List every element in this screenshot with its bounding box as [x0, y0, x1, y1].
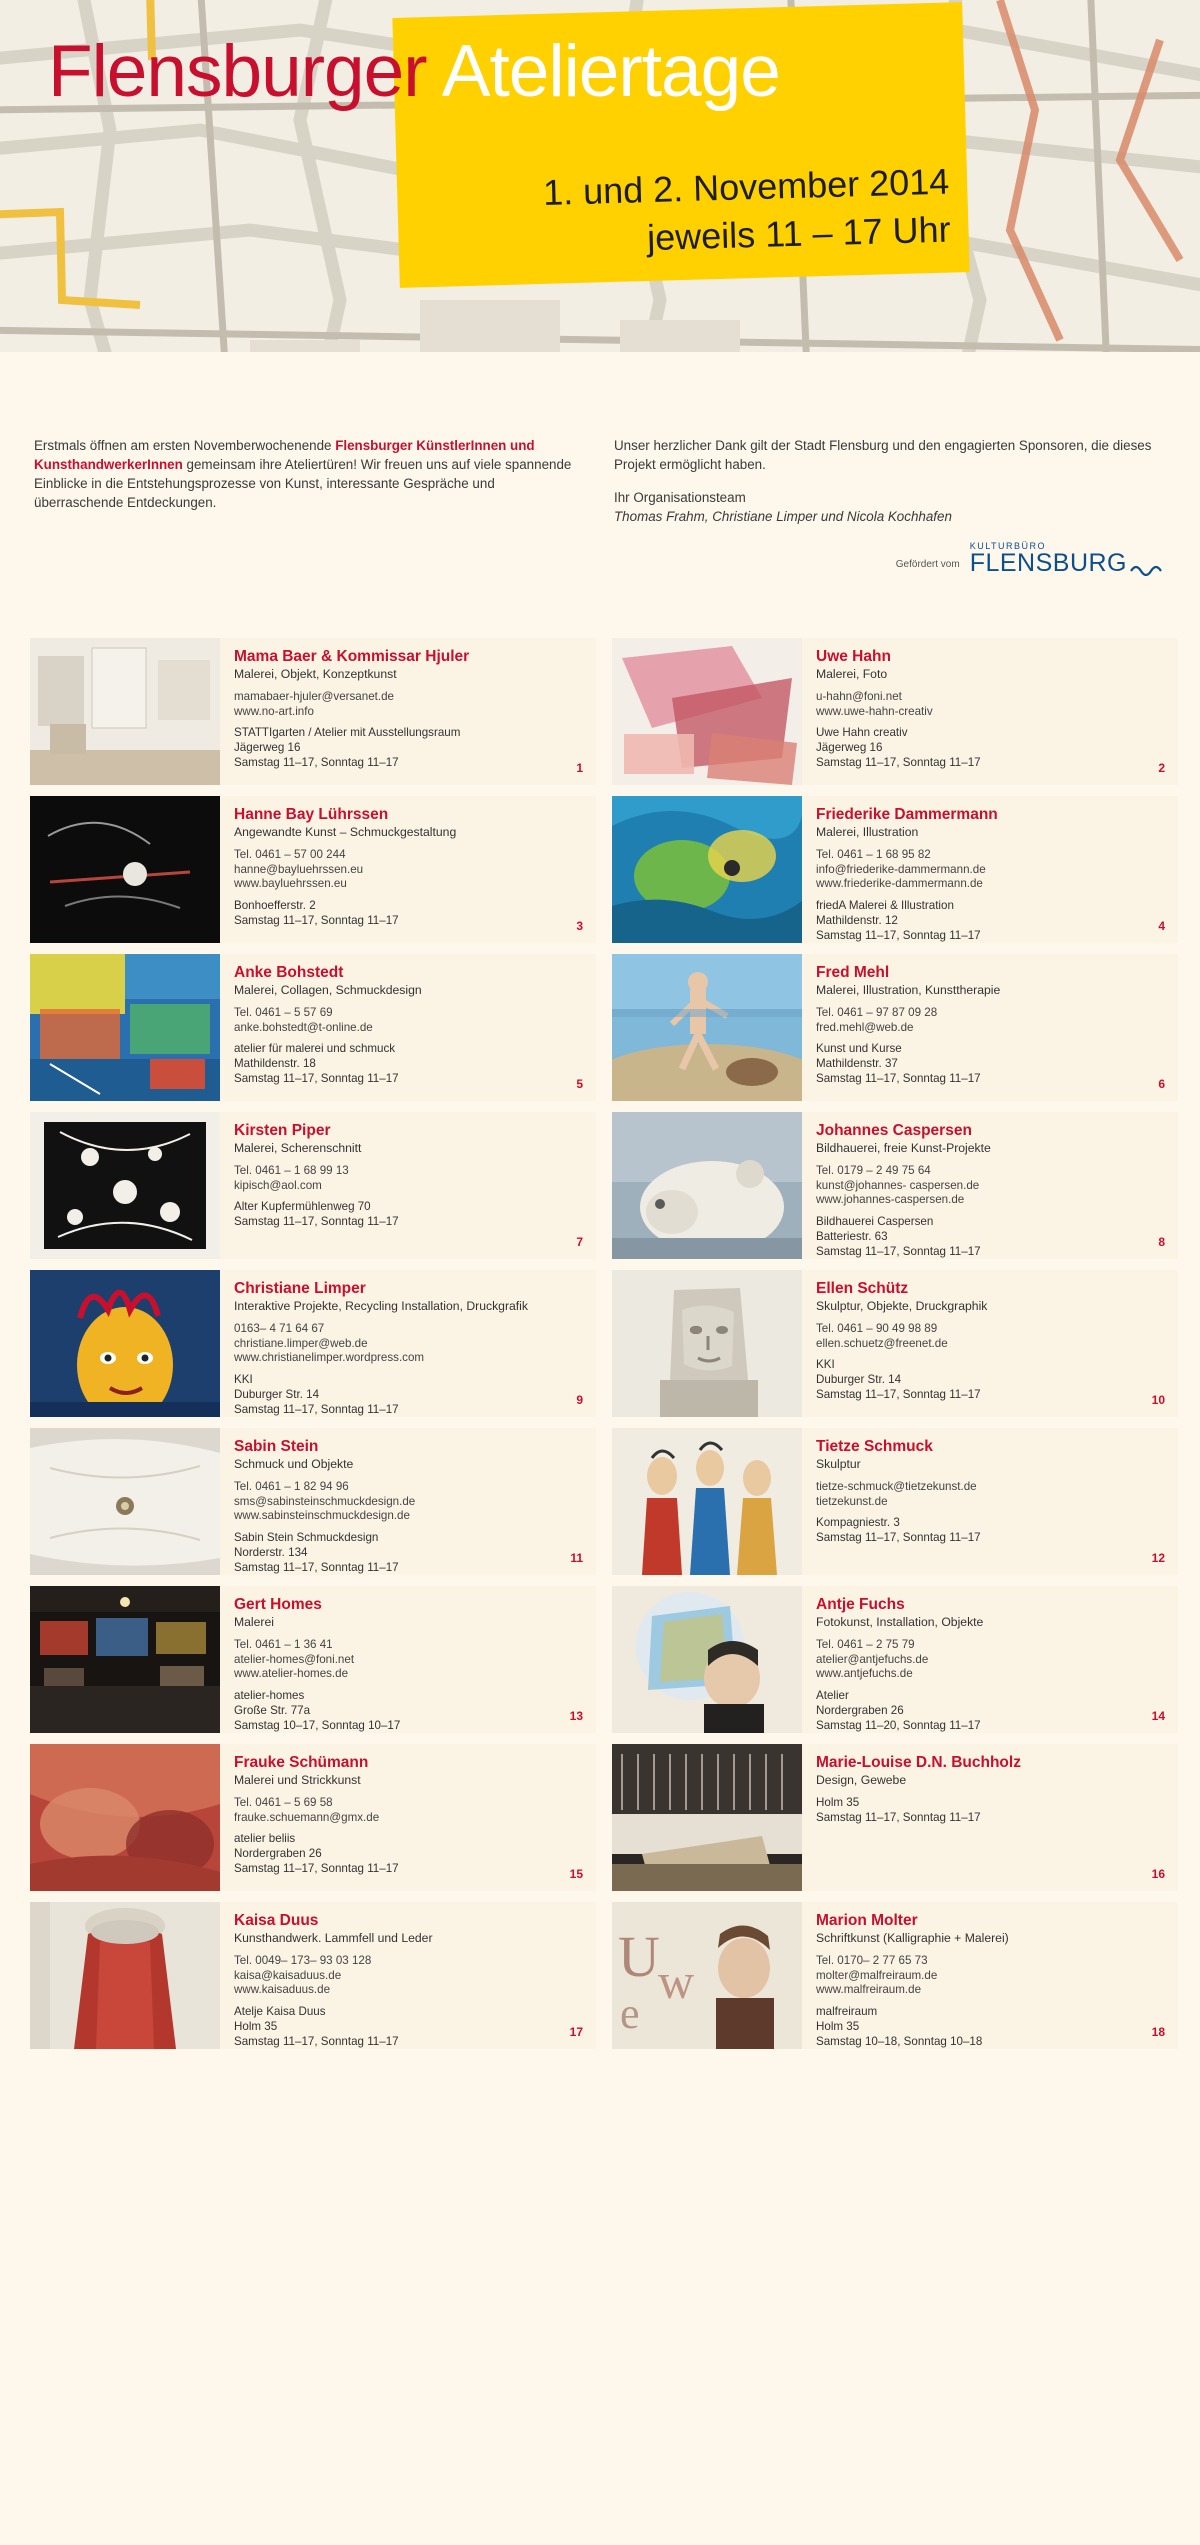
- artist-contact-line[interactable]: www.atelier-homes.de: [234, 1667, 349, 1681]
- artist-contact: [234, 1164, 552, 1194]
- artist-info: [802, 1744, 1178, 1891]
- artist-number-badge: 10: [1151, 1392, 1165, 1407]
- artist-thumbnail: [612, 1428, 802, 1575]
- artist-address: [234, 899, 552, 929]
- artist-thumbnail: [30, 1902, 220, 2049]
- artist-contact-line[interactable]: kunst@johannes- caspersen.de: [816, 1178, 980, 1192]
- artist-number-badge: 12: [1151, 1550, 1165, 1565]
- artist-address: [816, 726, 1134, 771]
- artist-info: [802, 796, 1178, 943]
- artist-discipline: Malerei, Scherenschnitt: [234, 1140, 362, 1155]
- artist-address-line: Samstag 11–17, Sonntag 11–17: [234, 2035, 399, 2049]
- artist-info: [220, 1270, 596, 1417]
- artist-info: [220, 954, 596, 1101]
- poster-header: [0, 0, 1200, 418]
- artist-address-line: Bonhoefferstr. 2: [234, 899, 316, 913]
- artist-address: [816, 1042, 1134, 1087]
- artist-contact-line[interactable]: sms@sabinsteinschmuckdesign.de: [234, 1494, 416, 1508]
- artist-address-line: Holm 35: [816, 2020, 860, 2034]
- artist-number-badge: 17: [569, 2024, 583, 2039]
- intro-left-pre: Erstmals öffnen am ersten Novemberwochenende: [34, 438, 336, 453]
- artist-name: Fred Mehl: [816, 964, 890, 981]
- svg-text:w: w: [658, 1953, 695, 2009]
- artist-card[interactable]: [30, 796, 596, 943]
- artist-contact-line[interactable]: Tel. 0179 – 2 49 75 64: [816, 1163, 931, 1177]
- artist-address-line: Samstag 11–20, Sonntag 11–17: [816, 1719, 981, 1733]
- artist-name: Marion Molter: [816, 1912, 918, 1929]
- artist-address-line: Kunst und Kurse: [816, 1042, 902, 1056]
- artist-contact-line[interactable]: tietze-schmuck@tietzekunst.de: [816, 1479, 977, 1493]
- artist-address-line: Norderstr. 134: [234, 1546, 308, 1560]
- artist-discipline: Angewandte Kunst – Schmuckgestaltung: [234, 824, 457, 839]
- artist-address-line: Samstag 11–17, Sonntag 11–17: [234, 1072, 399, 1086]
- artist-address-line: Samstag 11–17, Sonntag 11–17: [816, 1388, 981, 1402]
- artist-address-line: Nordergraben 26: [816, 1704, 904, 1718]
- artist-address-line: Samstag 11–17, Sonntag 11–17: [234, 1215, 399, 1229]
- artist-contact: [234, 848, 552, 893]
- artist-card[interactable]: [30, 954, 596, 1101]
- artist-address-line: Jägerweg 16: [234, 741, 301, 755]
- artist-number-badge: 15: [569, 1866, 583, 1881]
- artist-address-line: Samstag 10–17, Sonntag 10–17: [234, 1719, 401, 1733]
- artist-contact-line[interactable]: Tel. 0049– 173– 93 03 128: [234, 1953, 372, 1967]
- artist-number-badge: 4: [1158, 918, 1165, 933]
- artist-contact-line[interactable]: Tel. 0170– 2 77 65 73: [816, 1953, 928, 1967]
- artist-contact-line[interactable]: Tel. 0461 – 1 68 99 13: [234, 1163, 349, 1177]
- artist-name: Mama Baer & Kommissar Hjuler: [234, 648, 470, 665]
- artist-info: [220, 796, 596, 943]
- artist-number-badge: 16: [1151, 1866, 1165, 1881]
- artist-address-line: Samstag 11–17, Sonntag 11–17: [816, 929, 981, 943]
- artist-discipline: Malerei, Illustration, Kunsttherapie: [816, 982, 1001, 997]
- artist-name: Christiane Limper: [234, 1280, 366, 1297]
- event-date-line1: 1. und 2. November 2014: [542, 160, 950, 213]
- artist-address-line: Samstag 11–17, Sonntag 11–17: [816, 1810, 981, 1824]
- artist-number-badge: 14: [1151, 1708, 1165, 1723]
- artist-name: Johannes Caspersen: [816, 1122, 972, 1139]
- artist-contact-line[interactable]: www.sabinsteinschmuckdesign.de: [234, 1509, 410, 1523]
- artist-contact-line[interactable]: www.christianelimper.wordpress.com: [234, 1351, 425, 1365]
- artist-contact: [234, 1006, 552, 1036]
- artist-name: Kaisa Duus: [234, 1912, 319, 1929]
- artist-address-line: Samstag 11–17, Sonntag 11–17: [234, 914, 399, 928]
- artist-name: Antje Fuchs: [816, 1596, 905, 1613]
- artist-contact: [816, 1638, 1134, 1683]
- artist-card[interactable]: [30, 638, 596, 785]
- artist-info: [802, 1902, 1178, 2049]
- artist-name: Anke Bohstedt: [234, 964, 344, 981]
- artist-address: [234, 726, 552, 771]
- artist-number-badge: 13: [569, 1708, 583, 1723]
- artist-address-line: STATTIgarten / Atelier mit Ausstellungsraum: [234, 726, 461, 740]
- artist-address-line: Duburger Str. 14: [816, 1373, 902, 1387]
- artist-discipline: Interaktive Projekte, Recycling Installation, Druckgrafik: [234, 1298, 528, 1313]
- artist-number-badge: 1: [576, 760, 583, 775]
- artist-address-line: Samstag 11–17, Sonntag 11–17: [816, 1072, 981, 1086]
- artist-number-badge: 2: [1158, 760, 1165, 775]
- artist-info: [220, 1586, 596, 1733]
- artist-contact: [234, 1480, 552, 1525]
- artist-number-badge: 11: [570, 1550, 583, 1565]
- footer-spacer: [0, 2531, 1200, 2545]
- artist-contact: [816, 1954, 1134, 1999]
- artist-name: Uwe Hahn: [816, 648, 891, 665]
- artist-thumbnail: [30, 638, 220, 785]
- artist-address-line: Mathildenstr. 18: [234, 1057, 316, 1071]
- artist-discipline: Malerei, Objekt, Konzeptkunst: [234, 666, 397, 681]
- artist-contact-line[interactable]: molter@malfreiraum.de: [816, 1968, 938, 1982]
- artist-contact-line[interactable]: tietzekunst.de: [816, 1494, 888, 1508]
- artist-contact: [234, 1638, 552, 1683]
- artist-card[interactable]: [612, 796, 1178, 943]
- artist-thumbnail: [612, 954, 802, 1101]
- artist-contact-line[interactable]: atelier-homes@foni.net: [234, 1652, 355, 1666]
- artist-address-line: Duburger Str. 14: [234, 1388, 320, 1402]
- artist-info: [220, 638, 596, 785]
- artist-card-grid: [30, 638, 1178, 2049]
- svg-text:U: U: [618, 1924, 660, 1989]
- artist-discipline: Skulptur: [816, 1456, 861, 1471]
- artist-info: [802, 1428, 1178, 1575]
- artist-number-badge: 9: [576, 1392, 583, 1407]
- artist-name: Kirsten Piper: [234, 1122, 331, 1139]
- intro-right-column: [614, 436, 1166, 590]
- artist-card[interactable]: [30, 1902, 596, 2049]
- artist-discipline: Malerei, Foto: [816, 666, 888, 681]
- artist-contact-line[interactable]: www.antjefuchs.de: [816, 1667, 913, 1681]
- artist-card[interactable]: [30, 1112, 596, 1259]
- artist-thumbnail: [30, 1586, 220, 1733]
- artist-address: [816, 1689, 1134, 1733]
- artist-contact-line[interactable]: mamabaer-hjuler@versanet.de: [234, 689, 394, 703]
- artist-address-line: Samstag 11–17, Sonntag 11–17: [234, 1403, 399, 1417]
- page-title: [48, 30, 780, 113]
- event-date: [419, 158, 951, 268]
- artist-address: [234, 1832, 552, 1877]
- artist-contact-line[interactable]: frauke.schuemann@gmx.de: [234, 1810, 380, 1824]
- artist-name: Friederike Dammermann: [816, 806, 998, 823]
- artist-address-line: friedA Malerei & Illustration: [816, 899, 954, 913]
- artist-info: [802, 638, 1178, 785]
- sponsor-block: [614, 542, 1166, 576]
- artist-card[interactable]: [612, 1112, 1178, 1259]
- artist-info: [220, 1744, 596, 1891]
- artist-address-line: Holm 35: [234, 2020, 278, 2034]
- artist-contact-line[interactable]: www.bayluehrssen.eu: [234, 877, 347, 891]
- artist-contact-line[interactable]: kipisch@aol.com: [234, 1178, 322, 1192]
- artist-contact-line[interactable]: www.uwe-hahn-creativ: [816, 704, 933, 718]
- artist-contact-line[interactable]: Tel. 0461 – 57 00 244: [234, 847, 346, 861]
- artist-name: Ellen Schütz: [816, 1280, 909, 1297]
- artist-contact-line[interactable]: hanne@bayluehrssen.eu: [234, 862, 364, 876]
- artist-address-line: KKI: [816, 1358, 835, 1372]
- artist-address-line: atelier beliis: [234, 1832, 296, 1846]
- artist-card[interactable]: [612, 1270, 1178, 1417]
- artist-thumbnail: [30, 954, 220, 1101]
- artist-discipline: Schmuck und Objekte: [234, 1456, 354, 1471]
- artist-card[interactable]: [30, 1744, 596, 1891]
- artist-discipline: Malerei: [234, 1614, 274, 1629]
- artist-contact: [234, 1322, 552, 1367]
- artist-contact-line[interactable]: Tel. 0461 – 1 68 95 82: [816, 847, 931, 861]
- intro-left-bold: Flensburger KünstlerInnen und KunsthandwerkerInnen: [34, 438, 535, 473]
- artist-address: [234, 1689, 552, 1733]
- event-date-line2: jeweils 11 – 17 Uhr: [646, 208, 952, 258]
- artist-name: Tietze Schmuck: [816, 1438, 933, 1455]
- artist-address-line: Holm 35: [816, 1795, 860, 1809]
- artist-address-line: Samstag 11–17, Sonntag 11–17: [234, 1862, 399, 1876]
- artist-number-badge: 5: [576, 1076, 583, 1091]
- artist-contact: [816, 1480, 1134, 1510]
- artist-number-badge: 8: [1158, 1234, 1165, 1249]
- artist-address-line: Große Str. 77a: [234, 1704, 311, 1718]
- artist-discipline: Bildhauerei, freie Kunst-Projekte: [816, 1140, 991, 1155]
- artist-thumbnail: [30, 1428, 220, 1575]
- artist-address: [816, 899, 1134, 943]
- artist-card[interactable]: [612, 1744, 1178, 1891]
- artist-contact: [816, 1322, 1134, 1352]
- artist-card[interactable]: [30, 1270, 596, 1417]
- artist-discipline: Schriftkunst (Kalligraphie + Malerei): [816, 1930, 1009, 1945]
- artist-thumbnail: [612, 1270, 802, 1417]
- artist-address-line: KKI: [234, 1373, 253, 1387]
- artist-number-badge: 7: [576, 1234, 583, 1249]
- intro-left-post: gemeinsam ihre Ateliertüren! Wir freuen uns auf viele spannende Einblicke in die Entstehungsprozesse von Kunst, interessante Gespräche und überraschende Entdeckungen.: [34, 457, 572, 511]
- sponsor-flensburg-text: FLENSBURG: [969, 549, 1127, 578]
- artist-contact-line[interactable]: Tel. 0461 – 90 49 98 89: [816, 1321, 938, 1335]
- artist-thumbnail: [612, 1586, 802, 1733]
- artist-contact-line[interactable]: ellen.schuetz@freenet.de: [816, 1336, 948, 1350]
- sponsor-kulturbuero-text: KULTURBÜRO: [969, 541, 1047, 552]
- artist-thumbnail: [612, 638, 802, 785]
- artist-contact-line[interactable]: www.no-art.info: [234, 704, 314, 718]
- intro-thanks: Unser herzlicher Dank gilt der Stadt Flensburg und den engagierten Sponsoren, die dieses Projekt ermöglicht haben.: [614, 438, 1152, 473]
- artist-card[interactable]: [612, 638, 1178, 785]
- svg-text:e: e: [620, 1989, 640, 2038]
- artist-contact: [234, 690, 552, 720]
- artist-contact-line[interactable]: atelier@antjefuchs.de: [816, 1652, 929, 1666]
- artist-address: [234, 1200, 552, 1230]
- artist-contact-line[interactable]: Tel. 0461 – 97 87 09 28: [816, 1005, 938, 1019]
- artist-thumbnail: [30, 1270, 220, 1417]
- artist-card[interactable]: [612, 1428, 1178, 1575]
- artist-address-line: Atelje Kaisa Duus: [234, 2005, 326, 2019]
- artist-card[interactable]: [30, 1586, 596, 1733]
- artist-address-line: Sabin Stein Schmuckdesign: [234, 1531, 379, 1545]
- artist-name: Sabin Stein: [234, 1438, 319, 1455]
- artist-address: [816, 1796, 1134, 1826]
- sponsor-label: Gefördert vom: [895, 558, 960, 570]
- artist-contact: [234, 1954, 552, 1999]
- artist-contact-line[interactable]: Tel. 0461 – 2 75 79: [816, 1637, 915, 1651]
- artist-number-badge: 3: [576, 918, 583, 933]
- artist-name: Hanne Bay Lührssen: [234, 806, 389, 823]
- artist-name: Gert Homes: [234, 1596, 322, 1613]
- artist-name: Marie-Louise D.N. Buchholz: [816, 1754, 1021, 1771]
- artist-thumbnail: [612, 796, 802, 943]
- artist-discipline: Fotokunst, Installation, Objekte: [816, 1614, 984, 1629]
- artist-address-line: atelier für malerei und schmuck: [234, 1042, 396, 1056]
- artist-discipline: Malerei und Strickkunst: [234, 1772, 361, 1787]
- artist-contact-line[interactable]: www.johannes-caspersen.de: [816, 1193, 965, 1207]
- artist-card[interactable]: [612, 1902, 1178, 2049]
- artist-address-line: Bildhauerei Caspersen: [816, 1215, 934, 1229]
- artist-address-line: Samstag 11–17, Sonntag 11–17: [816, 756, 981, 770]
- artist-info: [220, 1902, 596, 2049]
- artist-card[interactable]: [612, 1586, 1178, 1733]
- intro-section: [0, 430, 1200, 590]
- artist-address-line: Kompagniestr. 3: [816, 1516, 900, 1530]
- artist-contact-line[interactable]: Tel. 0461 – 5 69 58: [234, 1795, 333, 1809]
- artist-contact-line[interactable]: www.friederike-dammermann.de: [816, 877, 983, 891]
- title-part-ateliertage: Ateliertage: [441, 31, 780, 112]
- artist-address-line: Samstag 10–18, Sonntag 10–18: [816, 2035, 983, 2049]
- artist-contact: [816, 1006, 1134, 1036]
- artist-contact-line[interactable]: Tel. 0461 – 1 82 94 96: [234, 1479, 349, 1493]
- artist-address: [234, 1531, 552, 1575]
- artist-info: [802, 954, 1178, 1101]
- artist-info: [802, 1586, 1178, 1733]
- artist-address-line: malfreiraum: [816, 2005, 878, 2019]
- artist-thumbnail: [612, 1902, 802, 2049]
- artist-address-line: Mathildenstr. 12: [816, 914, 898, 928]
- title-part-flensburger: Flensburger: [48, 31, 427, 112]
- artist-address: [816, 2005, 1134, 2049]
- artist-contact-line[interactable]: kaisa@kaisaduus.de: [234, 1968, 342, 1982]
- artist-address-line: Alter Kupfermühlenweg 70: [234, 1200, 371, 1214]
- artist-contact: [816, 690, 1134, 720]
- artist-info: [220, 1428, 596, 1575]
- artist-info: [802, 1112, 1178, 1259]
- artist-address-line: Jägerweg 16: [816, 741, 883, 755]
- artist-contact: [816, 1164, 1134, 1209]
- artist-name: Frauke Schümann: [234, 1754, 369, 1771]
- artist-contact-line[interactable]: christiane.limper@web.de: [234, 1336, 368, 1350]
- intro-team-names: Thomas Frahm, Christiane Limper und Nicola Kochhafen: [614, 509, 952, 525]
- artist-discipline: Malerei, Illustration: [816, 824, 919, 839]
- artist-address: [234, 1373, 552, 1417]
- intro-left-column: [34, 436, 586, 590]
- artist-discipline: Kunsthandwerk. Lammfell und Leder: [234, 1930, 433, 1945]
- artist-thumbnail: [30, 1112, 220, 1259]
- artist-contact: [816, 848, 1134, 893]
- artist-address: [234, 2005, 552, 2049]
- artist-contact-line[interactable]: info@friederike-dammermann.de: [816, 862, 986, 876]
- artist-address: [816, 1358, 1134, 1403]
- artist-thumbnail: [612, 1744, 802, 1891]
- artist-contact: [234, 1796, 552, 1826]
- artist-thumbnail: [30, 1744, 220, 1891]
- artist-address-line: Mathildenstr. 37: [816, 1057, 898, 1071]
- artist-address-line: atelier-homes: [234, 1689, 305, 1703]
- artist-contact-line[interactable]: anke.bohstedt@t-online.de: [234, 1020, 373, 1034]
- artist-number-badge: 6: [1158, 1076, 1165, 1091]
- artist-address-line: Nordergraben 26: [234, 1847, 322, 1861]
- wave-icon: [1130, 560, 1166, 576]
- artist-contact-line[interactable]: www.malfreiraum.de: [816, 1983, 922, 1997]
- intro-team-label: Ihr Organisationsteam: [614, 490, 746, 506]
- artist-address-line: Samstag 11–17, Sonntag 11–17: [816, 1531, 981, 1545]
- artist-address-line: Uwe Hahn creativ: [816, 726, 908, 740]
- artist-info: [802, 1270, 1178, 1417]
- artist-address: [816, 1516, 1134, 1546]
- artist-address-line: Samstag 11–17, Sonntag 11–17: [234, 756, 399, 770]
- artist-contact-line[interactable]: Tel. 0461 – 5 57 69: [234, 1005, 333, 1019]
- artist-contact-line[interactable]: fred.mehl@web.de: [816, 1020, 914, 1034]
- artist-discipline: Skulptur, Objekte, Druckgraphik: [816, 1298, 988, 1313]
- artist-contact-line[interactable]: Tel. 0461 – 1 36 41: [234, 1637, 333, 1651]
- artist-address-line: Samstag 11–17, Sonntag 11–17: [234, 1561, 399, 1575]
- artist-address: [234, 1042, 552, 1087]
- artist-contact-line[interactable]: 0163– 4 71 64 67: [234, 1321, 325, 1335]
- artist-card[interactable]: [30, 1428, 596, 1575]
- artist-discipline: Malerei, Collagen, Schmuckdesign: [234, 982, 422, 997]
- artist-contact-line[interactable]: www.kaisaduus.de: [234, 1983, 331, 1997]
- artist-thumbnail: [612, 1112, 802, 1259]
- artist-address-line: Atelier: [816, 1689, 849, 1703]
- artist-card[interactable]: [612, 954, 1178, 1101]
- sponsor-logo: [970, 542, 1166, 576]
- artist-address-line: Batteriestr. 63: [816, 1230, 888, 1244]
- artist-discipline: Design, Gewebe: [816, 1772, 907, 1787]
- artist-number-badge: 18: [1151, 2024, 1165, 2039]
- artist-info: [220, 1112, 596, 1259]
- artist-contact-line[interactable]: u-hahn@foni.net: [816, 689, 902, 703]
- artist-address: [816, 1215, 1134, 1259]
- artist-thumbnail: [30, 796, 220, 943]
- artist-address-line: Samstag 11–17, Sonntag 11–17: [816, 1245, 981, 1259]
